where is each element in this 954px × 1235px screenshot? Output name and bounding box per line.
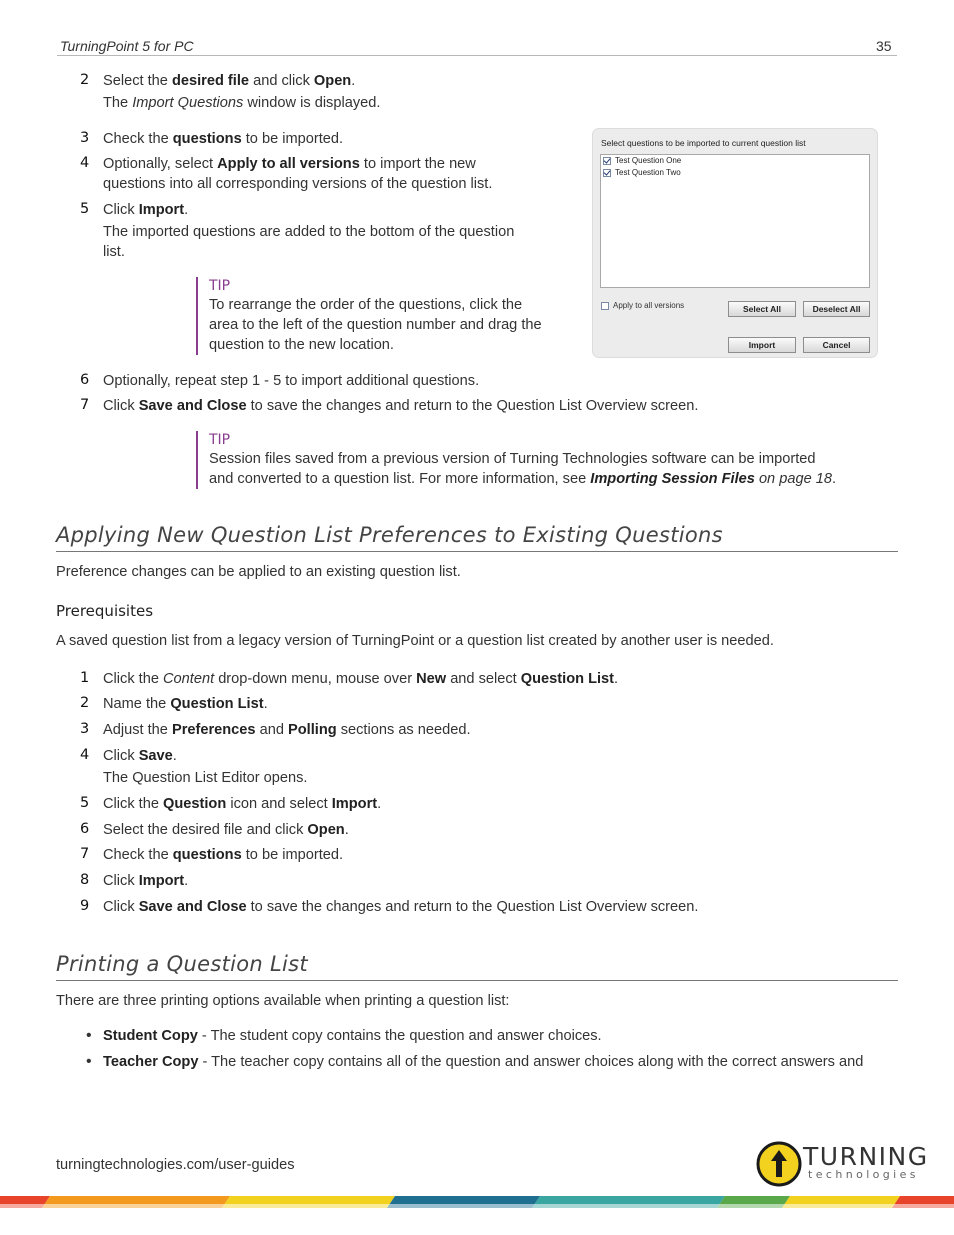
text-run: Polling [288, 722, 337, 738]
text-run: Select the [103, 73, 172, 89]
tip-line [209, 469, 836, 489]
text-run: and click [249, 73, 314, 89]
text-run: questions into all corresponding versions of the question list. [103, 176, 493, 192]
question-item-label: Test Question One [615, 156, 682, 165]
tip-rearrange [196, 277, 542, 355]
bullet-icon: • [86, 1027, 92, 1044]
text-run: area to the left of the question number and drag the [209, 317, 542, 333]
text-run: to save the changes and return to the Question List Overview screen. [246, 899, 699, 915]
text-run: Click the [103, 671, 164, 687]
tip-label: TIP [209, 278, 231, 294]
tip-session-files [196, 431, 836, 489]
footer-color-stripe [0, 1196, 954, 1208]
step-text [103, 95, 380, 111]
step-text [103, 373, 479, 389]
import-button[interactable]: Import [728, 337, 796, 353]
text-run: Save [138, 748, 173, 764]
checkbox-checked-icon[interactable] [603, 169, 611, 177]
text-run: to be imported. [241, 847, 344, 863]
turning-technologies-logo [756, 1140, 936, 1188]
step-number: 5 [80, 795, 90, 811]
step-number: 1 [80, 670, 90, 686]
step-text [103, 822, 349, 838]
text-run: . [263, 696, 268, 712]
header-divider [57, 55, 897, 56]
step-text [103, 722, 471, 738]
step-number: 3 [80, 130, 90, 146]
step-number: 4 [80, 155, 90, 171]
step-number: 3 [80, 721, 90, 737]
step-text [103, 671, 618, 687]
import-questions-dialog [592, 128, 878, 358]
step-number: 6 [80, 821, 90, 837]
prerequisites-text: A saved question list from a legacy version of TurningPoint or a question list created by another user is needed. [56, 633, 774, 649]
text-run: Adjust the [103, 722, 172, 738]
text-run: Click [103, 873, 139, 889]
step-number: 4 [80, 747, 90, 763]
text-run: Click [103, 899, 139, 915]
tip-text [209, 295, 542, 355]
text-run: Click [103, 202, 139, 218]
step-text [103, 847, 343, 863]
tip-line [209, 315, 542, 335]
question-list-box[interactable] [600, 154, 870, 288]
document-title: TurningPoint 5 for PC [60, 38, 194, 54]
step-number: 7 [80, 397, 90, 413]
text-run: Click the [103, 796, 164, 812]
text-run: Check the [103, 131, 173, 147]
select-all-button[interactable]: Select All [728, 301, 796, 317]
text-run: questions [172, 131, 242, 147]
step-text [103, 176, 492, 192]
text-run: . [172, 748, 177, 764]
tip-line [209, 295, 542, 315]
text-run: The [103, 95, 133, 111]
step-text [103, 770, 307, 786]
text-run: to be imported. [241, 131, 344, 147]
text-run: Click [103, 398, 139, 414]
text-run: questions [172, 847, 242, 863]
step-text [103, 131, 343, 147]
bullet-text [103, 1054, 863, 1070]
step-text [103, 202, 188, 218]
text-run: and [255, 722, 289, 738]
text-run: to import the new [359, 156, 476, 172]
step-number: 8 [80, 872, 90, 888]
step-number: 2 [80, 695, 90, 711]
text-run: . [344, 822, 349, 838]
text-run: question to the new location. [209, 337, 394, 353]
text-run: Import [138, 873, 185, 889]
dialog-caption: Select questions to be imported to current question list [601, 138, 806, 148]
apply-to-all-versions-label: Apply to all versions [613, 301, 685, 310]
text-run: Apply to all versions [217, 156, 360, 172]
text-run: - The student copy contains the question and answer choices. [197, 1028, 602, 1044]
text-run: and converted to a question list. For more information, see [209, 471, 591, 487]
cancel-button[interactable]: Cancel [803, 337, 870, 353]
text-run: to save the changes and return to the Question List Overview screen. [246, 398, 699, 414]
tip-line [209, 335, 542, 355]
text-run: icon and select [226, 796, 332, 812]
logo-subtext: technologies [808, 1168, 919, 1181]
tip-label: TIP [209, 432, 231, 448]
text-run: sections as needed. [336, 722, 471, 738]
text-run: Save and Close [138, 899, 247, 915]
text-run: Session files saved from a previous version of Turning Technologies software can be imported [209, 451, 816, 467]
section-divider [56, 980, 898, 981]
step-text [103, 796, 381, 812]
text-run: Import Questions [132, 95, 244, 111]
text-run: Optionally, select [103, 156, 218, 172]
step-number: 9 [80, 898, 90, 914]
text-run: To rearrange the order of the questions, click the [209, 297, 523, 313]
text-run: Question List [170, 696, 264, 712]
section-intro: There are three printing options available when printing a question list: [56, 993, 510, 1009]
text-run: Open [313, 73, 352, 89]
text-run: Student Copy [103, 1028, 198, 1044]
step-text [103, 748, 177, 764]
tip-line [209, 449, 836, 469]
step-number: 7 [80, 846, 90, 862]
text-run: . [351, 73, 356, 89]
text-run: The Question List Editor opens. [103, 770, 308, 786]
prerequisites-heading: Prerequisites [56, 602, 154, 620]
step-number: 6 [80, 372, 90, 388]
section-title-applying-preferences: Applying New Question List Preferences to Existing Questions [56, 523, 723, 547]
text-run: . [184, 873, 189, 889]
step-text [103, 873, 188, 889]
step-number: 2 [80, 72, 90, 88]
apply-to-all-versions-checkbox[interactable] [601, 301, 684, 310]
step-text [103, 899, 698, 915]
logo-wordmark: TURNING [803, 1142, 929, 1171]
checkbox-checked-icon[interactable] [603, 157, 611, 165]
text-run: Question [163, 796, 227, 812]
text-run: Save and Close [138, 398, 247, 414]
user-guides-link[interactable]: turningtechnologies.com/user-guides [56, 1157, 295, 1173]
step-text [103, 398, 698, 414]
question-item[interactable] [603, 167, 681, 178]
step-text [103, 244, 125, 260]
text-run: . [184, 202, 189, 218]
text-run: Select the desired file and click [103, 822, 308, 838]
step-text [103, 156, 476, 172]
text-run: The imported questions are added to the bottom of the question [103, 224, 515, 240]
bullet-text [103, 1028, 602, 1044]
section-title-printing: Printing a Question List [56, 952, 308, 976]
text-run: . [614, 671, 619, 687]
text-run: desired file [171, 73, 250, 89]
text-run: Import [138, 202, 185, 218]
question-item-label: Test Question Two [615, 168, 681, 177]
text-run: Question List [520, 671, 615, 687]
text-run: Import [331, 796, 378, 812]
text-run: . [377, 796, 382, 812]
question-item[interactable] [603, 155, 681, 166]
text-run: Optionally, repeat step 1 - 5 to import additional questions. [103, 373, 480, 389]
text-run: New [416, 671, 447, 687]
text-run: drop-down menu, mouse over [214, 671, 417, 687]
page-number: 35 [876, 38, 892, 54]
step-number: 5 [80, 201, 90, 217]
section-intro: Preference changes can be applied to an existing question list. [56, 564, 461, 580]
text-run: Check the [103, 847, 173, 863]
text-run: - The teacher copy contains all of the question and answer choices along with the correct answers and [198, 1054, 864, 1070]
text-run: Teacher Copy [103, 1054, 199, 1070]
text-run: Open [307, 822, 345, 838]
logo-arrow-icon [756, 1141, 802, 1187]
text-run: window is displayed. [243, 95, 381, 111]
tip-text [209, 449, 836, 489]
step-text [103, 73, 355, 89]
checkbox-unchecked-icon[interactable] [601, 302, 609, 310]
text-run: . [832, 471, 837, 487]
text-run: Content [163, 671, 215, 687]
text-run: Importing Session Files [590, 471, 755, 487]
text-run: Preferences [171, 722, 256, 738]
text-run: and select [446, 671, 521, 687]
text-run: list. [103, 244, 125, 260]
section-divider [56, 551, 898, 552]
step-text [103, 224, 514, 240]
text-run: Click [103, 748, 139, 764]
step-text [103, 696, 268, 712]
bullet-icon: • [86, 1053, 92, 1070]
text-run: on page 18 [754, 471, 832, 487]
text-run: Name the [103, 696, 171, 712]
deselect-all-button[interactable]: Deselect All [803, 301, 870, 317]
